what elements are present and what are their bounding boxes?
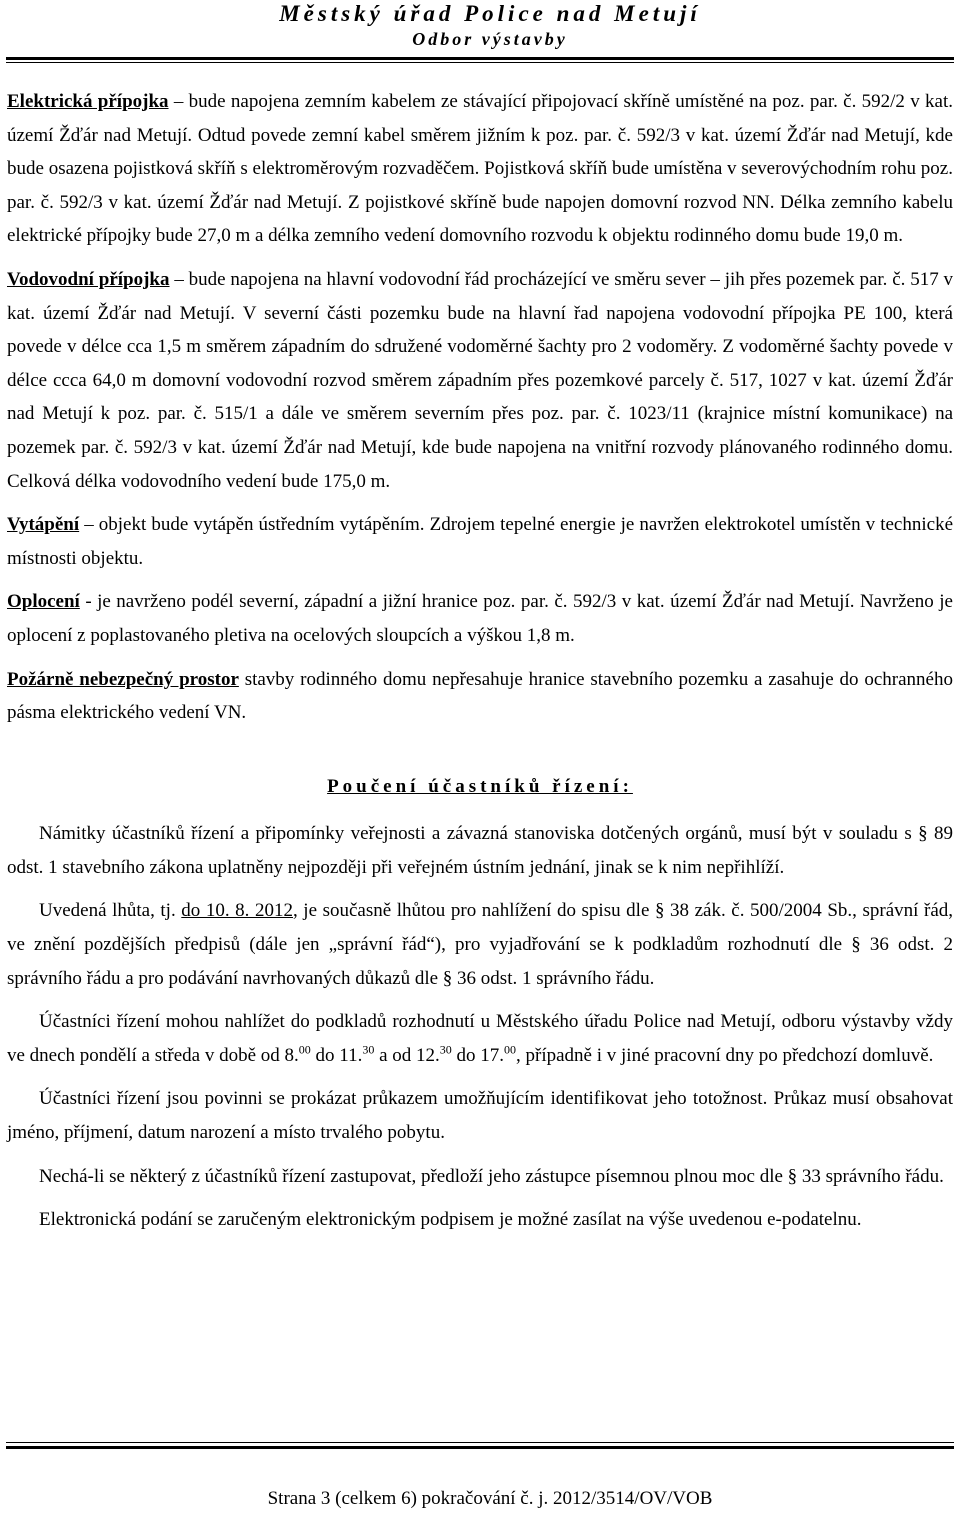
footer-rule — [6, 1446, 954, 1449]
p3-sup-1: 00 — [298, 1042, 311, 1057]
p3-sup-2: 30 — [362, 1042, 375, 1057]
p3-text-c: a od 12. — [374, 1044, 440, 1066]
water-label: Vodovodní přípojka — [7, 268, 170, 290]
department-name: Odbor výstavby — [412, 29, 568, 49]
p3-text-a: Účastníci řízení mohou nahlížet do podkladů rozhodnutí u Městského úřadu Police nad Metují, odboru výstavby vždy ve dnech pondělí a středa v době od 8. — [7, 1011, 953, 1066]
heating-text: – objekt bude vytápěn ústředním vytápěním. Zdrojem tepelné energie je navržen elektrokotel umístěn v technické místnosti objektu. — [7, 514, 953, 569]
p3-text-d: do 17. — [451, 1044, 505, 1066]
instruction-paragraph-3 — [7, 1005, 953, 1072]
p3-sup-4: 00 — [504, 1042, 517, 1057]
instruction-paragraph-1: Námitky účastníků řízení a připomínky veřejnosti a závazná stanoviska dotčených orgánů, musí být v souladu s § 89 odst. 1 stavebního zákona uplatněny nejpozději při veřejném ústním jednání, jinak se k nim nepřihlíží. — [7, 823, 953, 878]
heating-paragraph — [7, 508, 953, 575]
fire-text: stavby rodinného domu nepřesahuje hranice stavebního pozemku a zasahuje do ochranného pásma elektrického vedení VN. — [7, 668, 953, 724]
electric-label: Elektrická přípojka — [7, 91, 169, 112]
p2-start: Uvedená lhůta, tj. — [39, 900, 182, 922]
water-text: – bude napojena na hlavní vodovodní řád procházející ve směru sever – jih přes pozemek par. č. 517 v kat. území Žďár nad Metují. V severní části pozemku bude na hlavní řad napojena vodovodní přípojka PE 100, která povede v délce cca 1,5 m směrem západním do sdružené vodoměrné šachty pro 2 vodoměry. Z vodoměrné šachty povede v délce ccca 64,0 m domovní vodovodní rozvod směrem západním přes pozemkové parcely č. 517, 1027 v kat. území Žďár nad Metují k poz. par. č. 515/1 a dále ve směrem severním přes poz. par. č. 1023/11 (krajnice místní komunikace) na pozemek par. č. 592/3 v kat. území Žďár nad Metují, kde bude napojena na vnitřní rozvody plánovaného rodinného domu. Celková délka vodovodního vedení bude 175,0 m. — [7, 268, 953, 492]
water-paragraph — [7, 263, 953, 498]
office-name: Městský úřad Police nad Metují — [279, 1, 701, 26]
p3-sup-3: 30 — [439, 1042, 452, 1057]
header-rule-thin — [6, 62, 954, 63]
fire-paragraph — [7, 663, 953, 730]
p3-text-e: , případně i v jiné pracovní dny po předchozí domluvě. — [516, 1044, 934, 1066]
instruction-paragraph-6: Elektronická podání se zaručeným elektronickým podpisem je možné zasílat na výše uvedenou e-podatelnu. — [39, 1209, 862, 1231]
instruction-heading: Poučení účastníků řízení: — [327, 775, 633, 797]
page-footer: Strana 3 (celkem 6) pokračování č. j. 2012/3514/OV/VOB — [267, 1488, 713, 1509]
deadline-date: do 10. 8. 2012 — [181, 900, 293, 922]
electric-text: – bude napojena zemním kabelem ze stávající připojovací skříně umístěné na poz. par. č. 592/2 v kat. území Žďár nad Metují. Odtud povede zemní kabel směrem jižním k poz. par. č. 592/3 v kat. území Žďár nad Metují, kde bude osazena pojistková skříň s elektroměrovým rozvaděčem. Pojistková skříň bude umístěna v severovýchodním rohu poz. par. č. 592/3 v kat. území Žďár nad Metují. Z pojistkové skříně bude napojen domovní rozvod NN. Délka zemního kabelu elektrické přípojky bude 27,0 m a délka zemního vedení domovního rozvodu k objektu rodinného domu bude 19,0 m. — [7, 91, 954, 247]
electric-paragraph — [7, 85, 953, 253]
fire-label: Požárně nebezpečný prostor — [7, 668, 239, 690]
page-header — [0, 0, 960, 50]
document-body — [7, 85, 953, 1237]
p2-end: , je současně lhůtou pro nahlížení do spisu dle § 38 zák. č. 500/2004 Sb., správní řád, ve znění pozdějších předpisů (dále jen „správní řád“), pro vyjadřování se k podkladům rozhodnutí dle § 36 odst. 2 správního řádu a pro podávání navrhovaných důkazů dle § 36 odst. 1 správního řádu. — [7, 900, 954, 989]
p3-text-b: do 11. — [310, 1044, 363, 1066]
fence-text: - je navrženo podél severní, západní a jižní hranice poz. par. č. 592/3 v kat. území Žďár nad Metují. Navrženo je oplocení z poplastovaného pletiva na ocelových sloupcích a výškou 1,8 m. — [7, 591, 953, 646]
instruction-paragraph-2 — [7, 894, 953, 995]
instruction-paragraph-4: Účastníci řízení jsou povinni se prokázat průkazem umožňujícím identifikovat jeho totožnost. Průkaz musí obsahovat jméno, příjmení, datum narození a místo trvalého pobytu. — [7, 1088, 953, 1144]
header-rule — [6, 57, 954, 60]
fence-paragraph — [7, 585, 953, 652]
instruction-paragraph-5: Nechá-li se některý z účastníků řízení zastupovat, předloží jeho zástupce písemnou plnou moc dle § 33 správního řádu. — [39, 1165, 944, 1187]
footer-rule-thin — [6, 1442, 954, 1443]
heating-label: Vytápění — [7, 514, 80, 536]
fence-label: Oplocení — [7, 591, 80, 613]
